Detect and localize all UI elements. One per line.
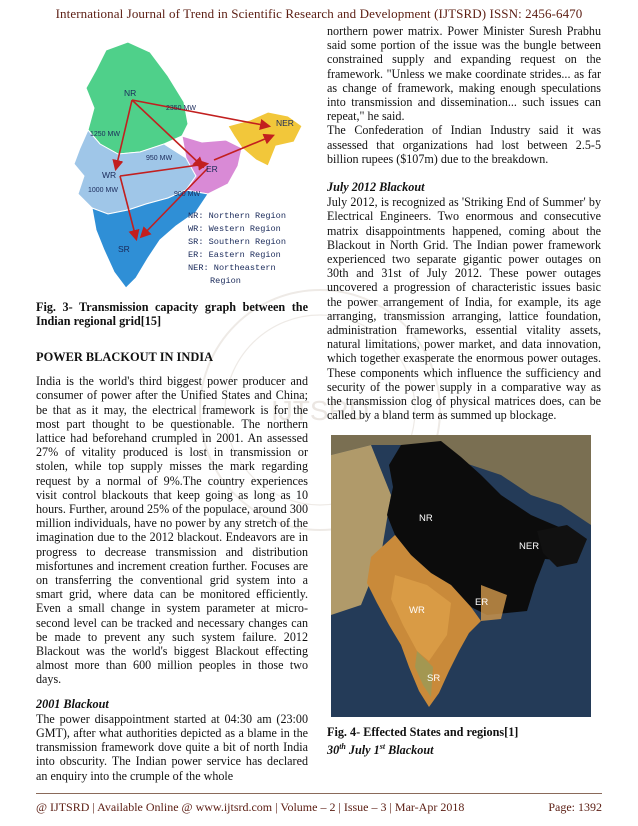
label-wr: WR xyxy=(102,170,117,180)
mw-er-sr: 900 MW xyxy=(174,191,201,198)
subcaption-mid: July 1 xyxy=(345,742,380,757)
legend-sr: SR: Southern Region xyxy=(188,237,286,247)
fig4-label-er: ER xyxy=(475,597,489,609)
mw-wr-sr: 1000 MW xyxy=(88,187,118,194)
subcaption-st: st xyxy=(379,741,386,751)
mw-nr-ner: 2350 MW xyxy=(166,105,196,112)
blackout-map-svg xyxy=(331,435,591,717)
figure-3-regional-grid-map xyxy=(36,26,308,294)
page-number: Page: 1392 xyxy=(548,800,602,814)
left-column xyxy=(36,26,308,783)
watermark-text: IJTSRD xyxy=(271,395,369,426)
subcaption-suffix: Blackout xyxy=(385,742,434,757)
journal-header: International Journal of Trend in Scientific Research and Development (IJTSRD) ISSN: 2456-6470 xyxy=(55,6,583,21)
figure-3-caption: Fig. 3- Transmission capacity graph between the Indian regional grid[15] xyxy=(36,300,308,328)
fig4-label-ner: NER xyxy=(519,541,540,553)
power-blackout-heading: POWER BLACKOUT IN INDIA xyxy=(36,350,214,364)
mw-wr-er: 950 MW xyxy=(146,155,173,162)
blackout-2001-heading: 2001 Blackout xyxy=(36,696,109,711)
footer-info: @ IJTSRD | Available Online @ www.ijtsrd.com | Volume – 2 | Issue – 3 | Mar-Apr 2018 xyxy=(36,800,465,814)
label-ner: NER xyxy=(276,118,294,128)
legend-ner-cont: Region xyxy=(210,276,241,286)
label-sr: SR xyxy=(118,244,130,254)
right-para-2: The Confederation of Indian Industry said it was assessed that organizations had lost between 2.5-5 billion rupees ($107m) due to the breakdown. xyxy=(327,123,601,166)
map-legend xyxy=(188,211,286,286)
fig4-label-sr: SR xyxy=(427,673,441,685)
fig4-label-wr: WR xyxy=(409,605,425,617)
legend-er: ER: Eastern Region xyxy=(188,250,281,260)
legend-wr: WR: Western Region xyxy=(188,224,281,234)
figure-4-satellite-map xyxy=(331,435,591,717)
power-blackout-paragraph: India is the world's third biggest power producer and consumer of power after the Unified States and China; be that as it may, the electrical framework is for the most part thought to be questionable. The northern lattice had beforehand crumpled in 2001. An assessed 27% of vitality produced is lost in transmission or stolen, while top supply misses the mark regarding request by a normal of 9%.The country experiences visit control blackouts that keep going as long as 10 hours. Further, around 25% of the populace, around 300 million individuals, have no power by any stretch of the imagination due to the 2012 blackout. Endeavors are in progress to decrease transmission and distribution misfortunes and increment creation further. Focuses are on transferring the conventional grid system into a smart grid, where data can be monitored efficiently. Even a small change in system parameter at micro-second level can be tracked and necessary changes can be made to prevent any such system failure. 2012 Blackout was the world's biggest Blackout effecting almost more than 600 million peoples in those two days. xyxy=(36,374,308,687)
right-para-1: northern power matrix. Power Minister Suresh Prabhu said some portion of the issue was the bungle between constrained supply and expanding request on the framework. "Unless we make coordinate strides... as far as change of framework, making enough speculations into transmission and dissemination... such issues can repeat," he said. xyxy=(327,24,601,124)
figure-4-subcaption xyxy=(327,740,601,757)
figure-4-caption: Fig. 4- Effected States and regions[1] xyxy=(327,725,519,740)
right-column xyxy=(327,24,601,757)
blackout-2012-paragraph: July 2012, is recognized as 'Striking End of Summer' by Electrical Engineers. Two enormous and consecutive matrix disappointments happened, coming about the Blackout in North Grid. The Indian power framework experienced two separate gigantic power outages on 30th and 31st of July 2012. These power outages uncovered a progression of characteristic issues basic the power arrangement of India, for example, its age arranging, transmission arranging, lattice foundation, administration frameworks, essential vitality assets, natural limitations, power market, and data innovation, which together exasperate the enormous power outages. These components which influence the sufficiency and security of the power supply in a comparative way as the transmission clog of physical matrices does, can be called by a bland term as summed up blockage. xyxy=(327,195,601,423)
fig4-label-nr: NR xyxy=(419,513,433,525)
label-nr: NR xyxy=(124,88,137,98)
legend-ner: NER: Northeastern xyxy=(188,263,276,273)
subcaption-day: 30 xyxy=(327,742,340,757)
india-grid-map-svg xyxy=(36,26,308,294)
subcaption-th: th xyxy=(339,741,346,751)
legend-nr: NR: Northern Region xyxy=(188,211,286,221)
blackout-2012-heading: July 2012 Blackout xyxy=(327,180,425,195)
label-er: ER xyxy=(206,164,218,174)
footer-divider xyxy=(36,793,602,794)
blackout-2001-paragraph: The power disappointment started at 04:30 am (23:00 GMT), after what authorities depicted as a blame in the transmission framework dove quite a bit of north India into obscurity. The Indian power service has declared an enquiry into the crumple of the whole xyxy=(36,711,308,783)
mw-nr-wr: 1250 MW xyxy=(90,131,120,138)
